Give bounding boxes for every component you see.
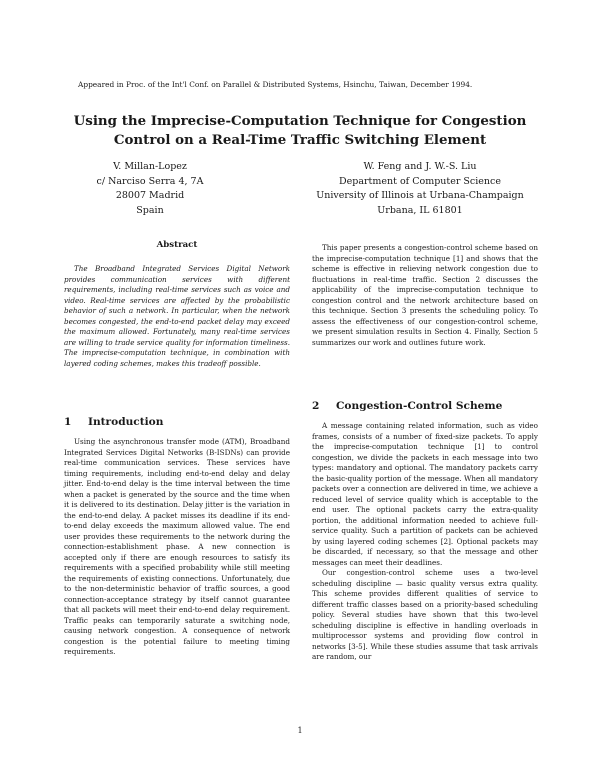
scheme-paragraph-2: Our congestion-control scheme uses a two-level scheduling discipline — basic quality versus extra quality. This scheme provides different qualities of service to different traffic classes based on a priority-based scheduling policy. Several studies have shown that this two-level scheduling discipline is effective in handling overloads in multiprocessor systems and providing flow control in networks [3-5]. While these studies assume that task arrivals are random, our [312,568,538,661]
section-number: 2 [312,400,320,412]
section-1-body [64,437,290,658]
author-address-line: Department of Computer Science [339,175,501,187]
page-number: 1 [297,726,303,735]
section-1-heading [64,416,163,428]
author-address-line: Urbana, IL 61801 [377,204,463,216]
author-address-line: Spain [136,204,164,216]
author-address-line: University of Illinois at Urbana-Champaign [316,190,524,201]
section-title: Congestion-Control Scheme [336,400,503,412]
venue-note: Appeared in Proc. of the Int'l Conf. on Parallel & Distributed Systems, Hsinchu, Taiwan, December 1994. [78,80,473,89]
author-block-right [300,160,540,218]
section-2-heading [312,400,502,412]
title-line-2: Control on a Real-Time Traffic Switching Element [113,132,487,148]
title-line-1: Using the Imprecise-Computation Technique for Congestion [73,113,527,129]
scheme-paragraph-1: A message containing related information, such as video frames, consists of a number of fixed-size packets. To apply the imprecise-computation technique [1] to control congestion, we divide the packets in each message into two types: mandatory and optional. The mandatory packets carry the basic-quality portion of the message. When all mandatory packets over a connection are delivered in time, we achieve a reduced level of service quality which is acceptable to the end user. The optional packets carry the extra-quality portion, the additional information needed to achieve full-service quality. Such a partition of packets can be achieved by using layered coding schemes [2]. Optional packets may be discarded, if necessary, so that the message and other messages can meet their deadlines. [312,421,538,567]
intro-paragraph: Using the asynchronous transfer mode (ATM), Broadband Integrated Services Digital Networks (B-ISDNs) can provide real-time communication services. These services have timing requirements, including end-to-end delay and delay jitter. End-to-end delay is the time interval between the time when a packet is generated by the source and the time when it is delivered to its destination. Delay jitter is the variation in the end-to-end delay. A packet misses its deadline if its end-to-end delay exceeds the maximum allowed value. The end user provides these requirements to the network during the connection-establishment phase. A new connection is accepted only if there are enough resources to satisfy its requirements with a specified probability while still meeting the requirements of existing connections. Unfortunately, due to the non-deterministic behavior of traffic sources, a good connection-acceptance strategy by itself cannot guarantee that all packets will meet their end-to-end delay requirement. Traffic peaks can temporarily saturate a switching node, causing network congestion. A consequence of network congestion is the potential failure to meeting timing requirements. [64,437,290,656]
author-block-left [70,160,230,218]
section-2-body [312,421,538,663]
section-title: Introduction [88,416,164,428]
overview-body [312,243,538,348]
section-number: 1 [64,416,72,428]
paper-title [60,112,540,150]
author-name: W. Feng and J. W.-S. Liu [363,161,477,172]
author-address-line: c/ Narciso Serra 4, 7A [96,175,204,187]
overview-paragraph: This paper presents a congestion-control scheme based on the imprecise-computation technique [1] and shows that the scheme is effective in relieving network congestion due to fluctuations in real-time traffic. Section 2 discusses the applicability of the imprecise-computation technique to congestion control and the network architecture based on this technique. Section 3 presents the scheduling policy. To assess the effectiveness of our congestion-control scheme, we present simulation results in Section 4. Finally, Section 5 summarizes our work and outlines future work. [312,243,538,347]
abstract-text: The Broadband Integrated Services Digital Network provides communication services with different requirements, including real-time services such as voice and video. Real-time services are affected by the probabilistic behavior of such a network. In particular, when the network becomes congested, the end-to-end packet delay may exceed the maximum allowed. Fortunately, many real-time services are willing to trade service quality for information timeliness. The imprecise-computation technique, in combination with layered coding schemes, makes this tradeoff possible. [64,264,290,368]
author-name: V. Millan-Lopez [113,161,187,172]
abstract-heading: Abstract [156,240,198,250]
author-address-line: 28007 Madrid [115,190,185,201]
abstract-body [64,264,290,369]
